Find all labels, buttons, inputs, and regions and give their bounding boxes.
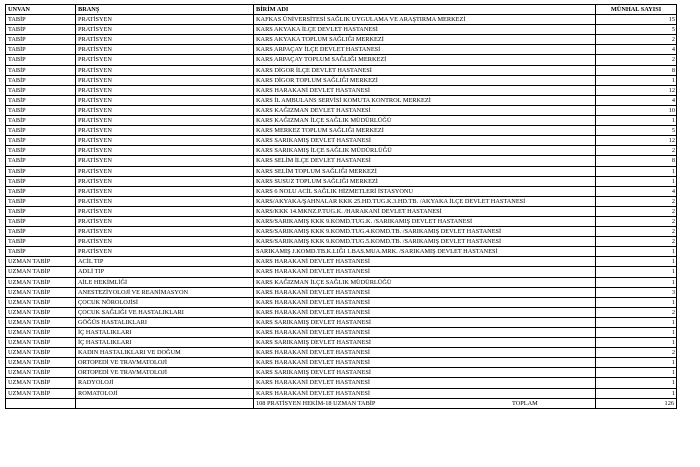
- cell-munhal-sayisi: 12: [596, 85, 677, 95]
- cell-unvan: TABİP: [6, 156, 76, 166]
- cell-brans: ADLİ TIP: [76, 267, 254, 277]
- cell-birim-adi: KARS HARAKANİ DEVLET HASTANESİ: [254, 348, 596, 358]
- table-row: [6, 85, 677, 95]
- cell-munhal-sayisi: 4: [596, 186, 677, 196]
- cell-unvan: UZMAN TABİP: [6, 287, 76, 297]
- table-row: [6, 105, 677, 115]
- cell-munhal-sayisi: 12: [596, 136, 677, 146]
- cell-unvan: UZMAN TABİP: [6, 388, 76, 398]
- cell-unvan: UZMAN TABİP: [6, 277, 76, 287]
- cell-birim-adi: KARS HARAKANİ DEVLET HASTANESİ: [254, 257, 596, 267]
- cell-munhal-sayisi: 1: [596, 116, 677, 126]
- cell-birim-adi: KARS AKYAKA TOPLUM SAĞLIĞI MERKEZİ: [254, 35, 596, 45]
- cell-brans: PRATİSYEN: [76, 237, 254, 247]
- cell-unvan: TABİP: [6, 227, 76, 237]
- cell-munhal-sayisi: 1: [596, 267, 677, 277]
- cell-birim-adi: KAFKAS ÜNİVERSİTESİ SAĞLIK UYGULAMA VE ARAŞTIRMA MERKEZİ: [254, 15, 596, 25]
- table-row: [6, 25, 677, 35]
- cell-unvan: TABİP: [6, 237, 76, 247]
- cell-unvan: TABİP: [6, 55, 76, 65]
- cell-munhal-sayisi: 10: [596, 105, 677, 115]
- cell-birim-adi: KARS ARPAÇAY İLÇE DEVLET HASTANESİ: [254, 45, 596, 55]
- cell-birim-adi: KARS HARAKANİ DEVLET HASTANESİ: [254, 378, 596, 388]
- cell-munhal-sayisi: 1: [596, 317, 677, 327]
- cell-brans: PRATİSYEN: [76, 216, 254, 226]
- cell-munhal-sayisi: 1: [596, 257, 677, 267]
- cell-munhal-sayisi: 1: [596, 176, 677, 186]
- cell-unvan: TABİP: [6, 35, 76, 45]
- table-row: [6, 307, 677, 317]
- cell-birim-adi: KARS SELİM İLÇE DEVLET HASTANESİ: [254, 156, 596, 166]
- table-row: [6, 388, 677, 398]
- cell-brans: ANESTEZİYOLOJİ VE REANİMASYON: [76, 287, 254, 297]
- table-row: [6, 65, 677, 75]
- cell-brans: PRATİSYEN: [76, 166, 254, 176]
- total-label: TOPLAM: [512, 399, 538, 407]
- cell-unvan: TABİP: [6, 95, 76, 105]
- cell-birim-adi: KARS/AKYAKA/ŞAHNALAR KKK 25.HD.TUG.K.3.HD.TB. /AKYAKA İLÇE DEVLET HASTANESİ: [254, 196, 596, 206]
- cell-brans: ACİL TIP: [76, 257, 254, 267]
- header-row: [6, 5, 677, 15]
- table-row: [6, 358, 677, 368]
- cell-unvan: UZMAN TABİP: [6, 257, 76, 267]
- cell-unvan: UZMAN TABİP: [6, 307, 76, 317]
- table-row: [6, 338, 677, 348]
- table-row: [6, 146, 677, 156]
- cell-munhal-sayisi: 2: [596, 227, 677, 237]
- cell-birim-adi: KARS/SARIKAMIŞ KKK 9.KOMD.TUG.K. /SARIKAMIŞ DEVLET HASTANESİ: [254, 216, 596, 226]
- cell-unvan: TABİP: [6, 196, 76, 206]
- cell-brans: PRATİSYEN: [76, 35, 254, 45]
- cell-munhal-sayisi: 4: [596, 45, 677, 55]
- header-birim-adi: BİRİM ADI: [254, 5, 596, 15]
- cell-munhal-sayisi: 2: [596, 216, 677, 226]
- cell-birim-adi: KARS SARIKAMIŞ DEVLET HASTANESİ: [254, 338, 596, 348]
- cell-birim-adi: KARS AKYAKA İLÇE DEVLET HASTANESİ: [254, 25, 596, 35]
- table-row: [6, 317, 677, 327]
- table-row: [6, 166, 677, 176]
- cell-munhal-sayisi: 2: [596, 55, 677, 65]
- header-unvan: UNVAN: [6, 5, 76, 15]
- table-row: [6, 227, 677, 237]
- cell-brans: PRATİSYEN: [76, 146, 254, 156]
- cell-unvan: TABİP: [6, 166, 76, 176]
- cell-munhal-sayisi: 2: [596, 206, 677, 216]
- cell-brans: ÇOCUK SAĞLIĞI VE HASTALIKLARI: [76, 307, 254, 317]
- cell-unvan: TABİP: [6, 176, 76, 186]
- table-body: [6, 15, 677, 399]
- cell-brans: PRATİSYEN: [76, 25, 254, 35]
- header-munhal-sayisi: MÜNHAL SAYISI: [596, 5, 677, 15]
- cell-brans: PRATİSYEN: [76, 136, 254, 146]
- cell-brans: PRATİSYEN: [76, 95, 254, 105]
- cell-munhal-sayisi: 2: [596, 146, 677, 156]
- cell-brans: PRATİSYEN: [76, 206, 254, 216]
- cell-munhal-sayisi: 2: [596, 237, 677, 247]
- table-row: [6, 176, 677, 186]
- cell-munhal-sayisi: 2: [596, 35, 677, 45]
- cell-unvan: TABİP: [6, 85, 76, 95]
- cell-birim-adi: KARS SARIKAMIŞ DEVLET HASTANESİ: [254, 368, 596, 378]
- cell-birim-adi: KARS KAĞIZMAN İLÇE SAĞLIK MÜDÜRLÜĞÜ: [254, 277, 596, 287]
- table-row: [6, 378, 677, 388]
- cell-munhal-sayisi: 1: [596, 368, 677, 378]
- cell-munhal-sayisi: 1: [596, 358, 677, 368]
- cell-birim-adi: KARS SARIKAMIŞ DEVLET HASTANESİ: [254, 136, 596, 146]
- cell-unvan: TABİP: [6, 45, 76, 55]
- cell-unvan: TABİP: [6, 65, 76, 75]
- total-summary: 108 PRATİSYEN HEKİM-18 UZMAN TABİP: [256, 399, 376, 407]
- cell-munhal-sayisi: 8: [596, 156, 677, 166]
- cell-munhal-sayisi: 4: [596, 95, 677, 105]
- cell-birim-adi: KARS SARIKAMIŞ DEVLET HASTANESİ: [254, 317, 596, 327]
- cell-birim-adi: KARS HARAKANİ DEVLET HASTANESİ: [254, 85, 596, 95]
- cell-unvan: UZMAN TABİP: [6, 317, 76, 327]
- cell-munhal-sayisi: 2: [596, 307, 677, 317]
- cell-brans: PRATİSYEN: [76, 85, 254, 95]
- cell-unvan: TABİP: [6, 216, 76, 226]
- table-row: [6, 136, 677, 146]
- table-row: [6, 45, 677, 55]
- cell-unvan: TABİP: [6, 126, 76, 136]
- cell-birim-adi: KARS 6 NOLU ACİL SAĞLIK HİZMETLERİ İSTASYONU: [254, 186, 596, 196]
- cell-munhal-sayisi: 1: [596, 338, 677, 348]
- cell-brans: PRATİSYEN: [76, 196, 254, 206]
- cell-birim-adi: KARS HARAKANİ DEVLET HASTANESİ: [254, 307, 596, 317]
- cell-unvan: TABİP: [6, 25, 76, 35]
- table-row: [6, 75, 677, 85]
- cell-unvan: TABİP: [6, 136, 76, 146]
- cell-birim-adi: KARS HARAKANİ DEVLET HASTANESİ: [254, 328, 596, 338]
- cell-brans: PRATİSYEN: [76, 75, 254, 85]
- cell-munhal-sayisi: 1: [596, 388, 677, 398]
- cell-unvan: TABİP: [6, 15, 76, 25]
- cell-brans: KADIN HASTALIKLARI VE DOĞUM: [76, 348, 254, 358]
- cell-brans: ORTOPEDİ VE TRAVMATOLOJİ: [76, 358, 254, 368]
- cell-brans: ÇOCUK NÖROLOJİSİ: [76, 297, 254, 307]
- cell-brans: PRATİSYEN: [76, 45, 254, 55]
- cell-unvan: UZMAN TABİP: [6, 297, 76, 307]
- cell-unvan: TABİP: [6, 105, 76, 115]
- cell-unvan: TABİP: [6, 75, 76, 85]
- cell-munhal-sayisi: 1: [596, 75, 677, 85]
- table-row: [6, 368, 677, 378]
- cell-munhal-sayisi: 1: [596, 297, 677, 307]
- cell-munhal-sayisi: 2: [596, 348, 677, 358]
- cell-birim-adi: KARS HARAKANİ DEVLET HASTANESİ: [254, 358, 596, 368]
- total-row: [6, 398, 677, 408]
- table-row: [6, 206, 677, 216]
- cell-birim-adi: KARS İL AMBULANS SERVİSİ KOMUTA KONTROL MERKEZİ: [254, 95, 596, 105]
- cell-munhal-sayisi: 8: [596, 65, 677, 75]
- cell-brans: GÖĞÜS HASTALIKLARI: [76, 317, 254, 327]
- cell-munhal-sayisi: 1: [596, 277, 677, 287]
- total-count: 126: [596, 398, 677, 408]
- total-spacer-2: [76, 398, 254, 408]
- cell-birim-adi: KARS MERKEZ TOPLUM SAĞLIĞI MERKEZİ: [254, 126, 596, 136]
- table-row: [6, 267, 677, 277]
- cell-birim-adi: KARS KAĞIZMAN İLÇE SAĞLIK MÜDÜRLÜĞÜ: [254, 116, 596, 126]
- cell-munhal-sayisi: 1: [596, 247, 677, 257]
- cell-brans: PRATİSYEN: [76, 247, 254, 257]
- cell-munhal-sayisi: 1: [596, 328, 677, 338]
- table-row: [6, 126, 677, 136]
- table-row: [6, 216, 677, 226]
- table-row: [6, 186, 677, 196]
- cell-birim-adi: SARIKAMIŞ J.KOMD.TB.K.LIĞI 1.BAS.MUA.MRK. /SARIKAMIŞ DEVLET HASTANESİ: [254, 247, 596, 257]
- cell-munhal-sayisi: 3: [596, 287, 677, 297]
- cell-brans: AİLE HEKİMLİĞİ: [76, 277, 254, 287]
- table-row: [6, 257, 677, 267]
- header-brans: BRANŞ: [76, 5, 254, 15]
- table-row: [6, 55, 677, 65]
- cell-birim-adi: KARS/KKK 14.MKNZ.P.TUG.K. /HARAKANİ DEVLET HASTANESİ: [254, 206, 596, 216]
- cell-brans: PRATİSYEN: [76, 105, 254, 115]
- cell-brans: PRATİSYEN: [76, 176, 254, 186]
- table-row: [6, 287, 677, 297]
- cell-birim-adi: KARS HARAKANİ DEVLET HASTANESİ: [254, 287, 596, 297]
- cell-unvan: UZMAN TABİP: [6, 368, 76, 378]
- cell-birim-adi: KARS HARAKANİ DEVLET HASTANESİ: [254, 388, 596, 398]
- cell-brans: İÇ HASTALIKLARI: [76, 338, 254, 348]
- cell-birim-adi: KARS DİGOR TOPLUM SAĞLIĞI MERKEZİ: [254, 75, 596, 85]
- cell-munhal-sayisi: 15: [596, 15, 677, 25]
- cell-birim-adi: KARS SELİM TOPLUM SAĞLIĞI MERKEZİ: [254, 166, 596, 176]
- cell-brans: ROMATOLOJİ: [76, 388, 254, 398]
- table-row: [6, 237, 677, 247]
- cell-unvan: UZMAN TABİP: [6, 267, 76, 277]
- table-row: [6, 328, 677, 338]
- table-row: [6, 156, 677, 166]
- table-row: [6, 95, 677, 105]
- cell-unvan: UZMAN TABİP: [6, 378, 76, 388]
- table-row: [6, 15, 677, 25]
- cell-brans: PRATİSYEN: [76, 15, 254, 25]
- cell-birim-adi: KARS SUSUZ TOPLUM SAĞLIĞI MERKEZİ: [254, 176, 596, 186]
- cell-birim-adi: KARS/SARIKAMIŞ KKK 9.KOMD.TUG.4.KOMD.TB. /SARIKAMIŞ DEVLET HASTANESİ: [254, 227, 596, 237]
- cell-brans: PRATİSYEN: [76, 227, 254, 237]
- cell-birim-adi: KARS SARIKAMIŞ İLÇE SAĞLIK MÜDÜRLÜĞÜ: [254, 146, 596, 156]
- cell-unvan: UZMAN TABİP: [6, 328, 76, 338]
- table-row: [6, 35, 677, 45]
- cell-unvan: UZMAN TABİP: [6, 338, 76, 348]
- table-row: [6, 247, 677, 257]
- cell-unvan: TABİP: [6, 146, 76, 156]
- cell-unvan: TABİP: [6, 247, 76, 257]
- table-row: [6, 196, 677, 206]
- cell-birim-adi: KARS KAĞIZMAN DEVLET HASTANESİ: [254, 105, 596, 115]
- cell-munhal-sayisi: 2: [596, 196, 677, 206]
- cell-unvan: TABİP: [6, 116, 76, 126]
- cell-brans: PRATİSYEN: [76, 156, 254, 166]
- cell-birim-adi: KARS DİGOR İLÇE DEVLET HASTANESİ: [254, 65, 596, 75]
- cell-brans: İÇ HASTALIKLARI: [76, 328, 254, 338]
- cell-birim-adi: KARS HARAKANİ DEVLET HASTANESİ: [254, 267, 596, 277]
- cell-munhal-sayisi: 5: [596, 25, 677, 35]
- vacancy-table: [5, 4, 677, 409]
- cell-brans: ORTOPEDİ VE TRAVMATOLOJİ: [76, 368, 254, 378]
- cell-munhal-sayisi: 1: [596, 166, 677, 176]
- cell-brans: PRATİSYEN: [76, 126, 254, 136]
- total-summary-cell: [254, 398, 596, 408]
- cell-unvan: UZMAN TABİP: [6, 358, 76, 368]
- cell-birim-adi: KARS ARPAÇAY TOPLUM SAĞLIĞI MERKEZİ: [254, 55, 596, 65]
- cell-unvan: UZMAN TABİP: [6, 348, 76, 358]
- cell-brans: PRATİSYEN: [76, 65, 254, 75]
- cell-brans: PRATİSYEN: [76, 55, 254, 65]
- cell-munhal-sayisi: 1: [596, 378, 677, 388]
- cell-brans: PRATİSYEN: [76, 186, 254, 196]
- cell-birim-adi: KARS HARAKANİ DEVLET HASTANESİ: [254, 297, 596, 307]
- cell-brans: PRATİSYEN: [76, 116, 254, 126]
- table-row: [6, 348, 677, 358]
- total-spacer-1: [6, 398, 76, 408]
- table-row: [6, 297, 677, 307]
- table-row: [6, 116, 677, 126]
- cell-birim-adi: KARS/SARIKAMIŞ KKK 9.KOMD.TUG.5.KOMD.TB. /SARIKAMIŞ DEVLET HASTANESİ: [254, 237, 596, 247]
- cell-unvan: TABİP: [6, 206, 76, 216]
- cell-munhal-sayisi: 5: [596, 126, 677, 136]
- table-row: [6, 277, 677, 287]
- cell-unvan: TABİP: [6, 186, 76, 196]
- cell-brans: RADYOLOJİ: [76, 378, 254, 388]
